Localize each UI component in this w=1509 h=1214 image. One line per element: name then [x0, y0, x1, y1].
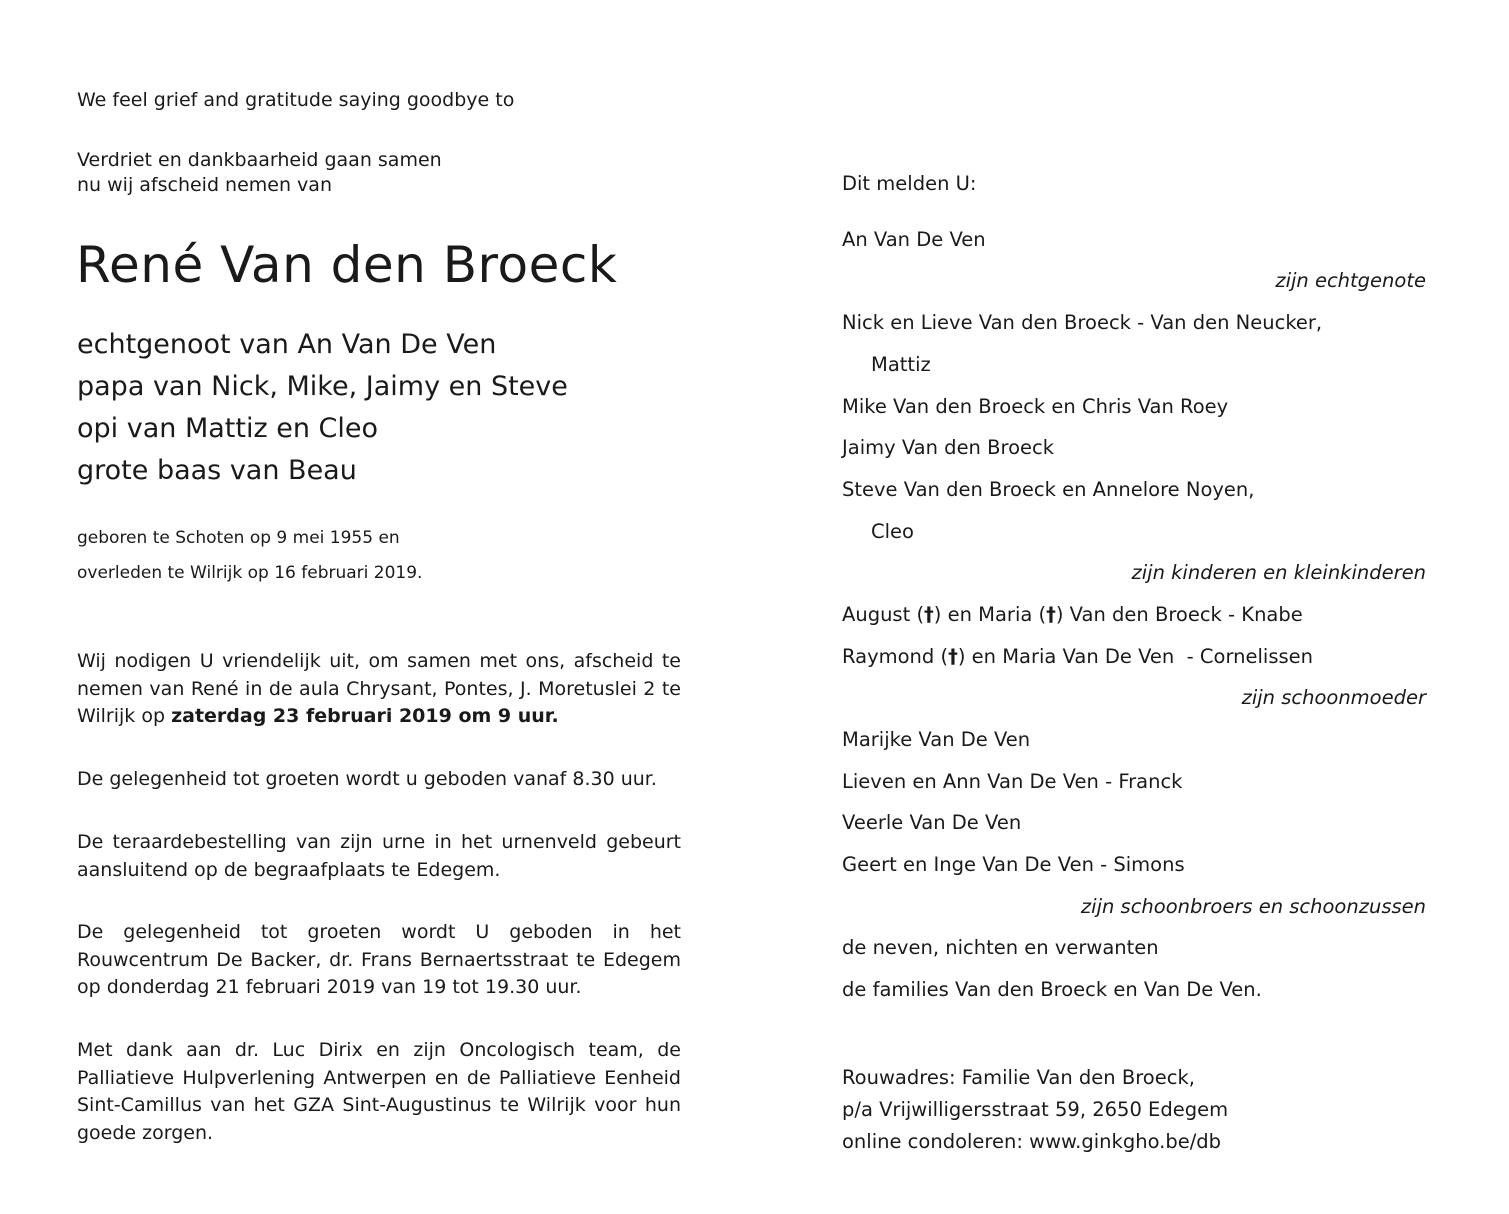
- relation-line: opi van Mattiz en Cleo: [77, 413, 379, 444]
- role-label: zijn echtgenote: [1275, 269, 1426, 292]
- grandchild: Mattiz: [871, 353, 931, 376]
- mourning-address: Rouwadres: Familie Van den Broeck,: [842, 1066, 1195, 1089]
- deceased-name: René Van den Broeck: [76, 236, 618, 294]
- extended-family: de neven, nichten en verwanten: [842, 936, 1159, 959]
- greeting-time: De gelegenheid tot groeten wordt u geboden vanaf 8.30 uur.: [77, 768, 657, 790]
- relation-line: grote baas van Beau: [77, 455, 357, 486]
- death-info: overleden te Wilrijk op 16 februari 2019.: [77, 563, 423, 583]
- text-part: August (: [842, 603, 925, 626]
- relation-line: papa van Nick, Mike, Jaimy en Steve: [77, 371, 568, 402]
- relation-line: echtgenoot van An Van De Ven: [77, 329, 497, 360]
- extended-family: de families Van den Broeck en Van De Ven.: [842, 978, 1262, 1001]
- grandchild: Cleo: [871, 520, 914, 543]
- cross-icon: †: [1046, 603, 1056, 626]
- invitation-text: Wij nodigen U vriendelijk uit, om samen met ons, afscheid te nemen van René in de aula Chrysant, Pontes, J. Moretuslei 2 te Wilrijk op: [77, 650, 681, 727]
- family-member: [842, 603, 1303, 626]
- family-member: Veerle Van De Ven: [842, 811, 1022, 834]
- family-member: Mike Van den Broeck en Chris Van Roey: [842, 395, 1229, 418]
- funeral-date: zaterdag 23 februari 2019 om 9 uur.: [171, 705, 559, 727]
- family-member: An Van De Ven: [842, 228, 986, 251]
- intro-dutch-line-2: nu wij afscheid nemen van: [77, 174, 332, 196]
- family-member: [842, 645, 1313, 668]
- cross-icon: †: [924, 603, 934, 626]
- family-member: Nick en Lieve Van den Broeck - Van den Neucker,: [842, 311, 1323, 334]
- role-label: zijn schoonmoeder: [1241, 686, 1426, 709]
- burial-info: De teraardebestelling van zijn urne in het urnenveld gebeurt aansluitend op de begraafplaats te Edegem.: [77, 831, 681, 881]
- announcers-header: Dit melden U:: [842, 172, 977, 195]
- role-label: zijn kinderen en kleinkinderen: [1131, 561, 1426, 584]
- thanks-note: Met dank aan dr. Luc Dirix en zijn Oncologisch team, de Palliatieve Hulpverlening Antwerpen en de Palliatieve Eenheid Sint-Camillus van het GZA Sint-Augustinus te Wilrijk voor hun goede zorgen.: [77, 1039, 681, 1144]
- text-part: ) en Maria (: [933, 603, 1047, 626]
- online-condolence: online condoleren: www.ginkgho.be/db: [842, 1130, 1222, 1153]
- visitation-info: De gelegenheid tot groeten wordt U geboden in het Rouwcentrum De Backer, dr. Frans Bernaertsstraat te Edegem op donderdag 21 februari 2019 van 19 tot 19.30 uur.: [77, 921, 681, 998]
- text-part: Raymond (: [842, 645, 949, 668]
- text-part: ) Van den Broeck - Knabe: [1055, 603, 1303, 626]
- family-member: Jaimy Van den Broeck: [842, 436, 1055, 459]
- intro-dutch-line-1: Verdriet en dankbaarheid gaan samen: [77, 149, 442, 171]
- family-member: Geert en Inge Van De Ven - Simons: [842, 853, 1185, 876]
- family-member: Lieven en Ann Van De Ven - Franck: [842, 770, 1183, 793]
- text-part: ) en Maria Van De Ven - Cornelissen: [957, 645, 1314, 668]
- birth-info: geboren te Schoten op 9 mei 1955 en: [77, 528, 400, 548]
- family-member: Marijke Van De Ven: [842, 728, 1031, 751]
- intro-english: We feel grief and gratitude saying goodbye to: [77, 89, 515, 111]
- cross-icon: †: [948, 645, 958, 668]
- mourning-address-street: p/a Vrijwilligersstraat 59, 2650 Edegem: [842, 1098, 1229, 1121]
- family-member: Steve Van den Broeck en Annelore Noyen,: [842, 478, 1255, 501]
- role-label: zijn schoonbroers en schoonzussen: [1080, 895, 1426, 918]
- funeral-invitation: [77, 648, 681, 731]
